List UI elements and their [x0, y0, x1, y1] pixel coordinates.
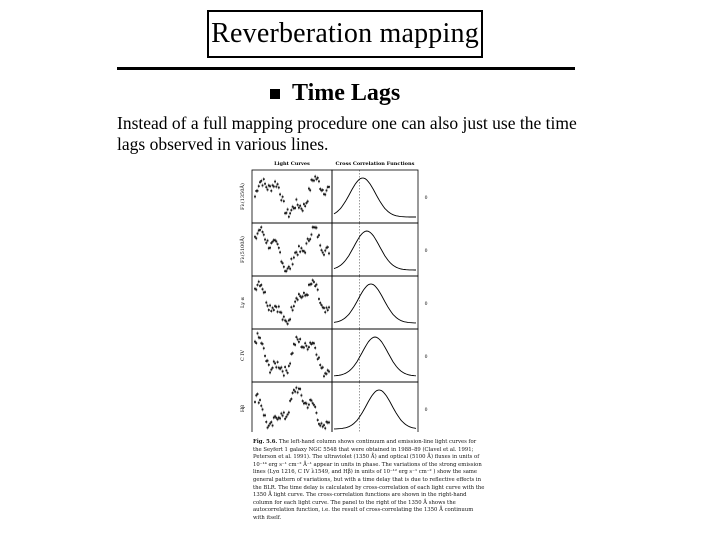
- light-curve-panel: [252, 329, 332, 382]
- ccf-panel: [332, 170, 418, 223]
- ccf-curve: [334, 284, 416, 323]
- caption-text: The left-hand column shows continuum and emission-line light curves for the Seyfert 1 galaxy NGC 5548 that were obtained in 1988–89 (Clavel et al. 1991; Peterson et al. 1991). The ultraviolet (1350 Å) and optical (5100 Å) fluxes in units of 10⁻¹⁴ erg s⁻¹ cm⁻² Å⁻¹ appear in units in phase. The variations of the strong emission lines (Lyα 1216, C IV λ1549, and Hβ) in units of 10⁻¹² erg s⁻¹ cm⁻² ) show the same general pattern of variations, but with a time delay that is due to reflective effects in the BLR. The time delay is calculated by cross-correlation of each light curve with the 1350 Å light curve. The cross-correlation functions are shown in the right-hand column for each light curve. The panel to the right of the 1350 Å shows the autocorrelation function, i.e. the result of cross-correlating the 1350 Å continuum with itself.: [253, 439, 485, 521]
- square-bullet-icon: [270, 89, 280, 99]
- scanned-figure: [238, 160, 438, 432]
- intro-paragraph: Instead of a full mapping procedure one can also just use the time lags observed in various lines.: [117, 113, 577, 154]
- ccf-zero-label: 0: [424, 196, 428, 202]
- bullet-heading-row: [270, 80, 400, 107]
- slide-title: Reverberation mapping: [211, 18, 479, 49]
- caption-label: Fig. 5.6.: [253, 439, 278, 445]
- light-curve-panel: [252, 382, 332, 432]
- ccf-curve: [334, 337, 416, 376]
- row-label: Hβ: [240, 404, 246, 413]
- bullet-heading: Time Lags: [292, 80, 401, 106]
- slide-title-box: [207, 10, 483, 58]
- light-curve-panel: [252, 223, 332, 276]
- ccf-panel: [332, 223, 418, 276]
- ccf-zero-label: 0: [424, 408, 428, 414]
- ccf-curve: [334, 390, 416, 429]
- row-label: Fλ(1350Å): [240, 183, 246, 210]
- light-curves-title: Light Curves: [274, 161, 310, 167]
- ccf-zero-label: 0: [424, 355, 428, 361]
- row-label: C IV: [240, 349, 246, 362]
- figure-caption: [253, 439, 485, 523]
- ccf-zero-label: 0: [424, 302, 428, 308]
- row-label: Ly α: [240, 296, 246, 309]
- ccf-curve: [334, 178, 416, 217]
- light-curve-panel: [252, 170, 332, 223]
- ccf-panel: [332, 276, 418, 329]
- ccf-curve: [334, 231, 416, 270]
- ccf-zero-label: 0: [424, 249, 428, 255]
- row-label: Fλ(5100Å): [240, 236, 246, 263]
- title-divider: [117, 67, 575, 70]
- cross-correlation-title: Cross Correlation Functions: [335, 161, 415, 167]
